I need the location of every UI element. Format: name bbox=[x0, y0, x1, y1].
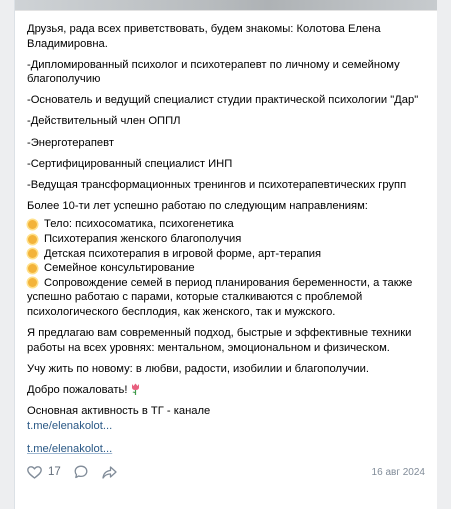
share-button[interactable] bbox=[102, 466, 117, 479]
post-photo-bottom[interactable] bbox=[15, 0, 437, 11]
post-date[interactable]: 16 авг 2024 bbox=[371, 466, 425, 478]
directions-heading: Более 10-ти лет успешно работаю по следующим направлениям: bbox=[27, 199, 368, 212]
post-approach: Я предлагаю вам современный подход, быстрые и эффективные техники работы на всех уровнях: ментальном, эмоциональном и физическом. bbox=[27, 327, 412, 354]
attached-link[interactable] bbox=[27, 442, 423, 457]
tg-label: Основная активность в ТГ - канале bbox=[27, 404, 211, 417]
welcome-text: Добро пожаловать! bbox=[27, 383, 128, 396]
sun-emoji-icon bbox=[28, 235, 37, 244]
sun-emoji-icon bbox=[28, 278, 37, 287]
direction-item bbox=[27, 217, 423, 232]
direction-text: Детская психотерапия в игровой форме, арт-терапия bbox=[44, 247, 322, 260]
credential-item: -Энерготерапевт bbox=[27, 136, 114, 149]
comment-icon[interactable] bbox=[74, 465, 88, 479]
like-button[interactable] bbox=[27, 466, 61, 479]
comment-button[interactable] bbox=[74, 465, 88, 479]
credential-item: -Сертифицированный специалист ИНП bbox=[27, 157, 233, 170]
direction-text: Сопровождение семей в период планирования беременности, а также успешно работаю с парами, которые сталкиваются с проблемой психологического бесплодия, как женского, так и мужского. bbox=[27, 276, 413, 318]
sun-emoji-icon bbox=[28, 249, 37, 258]
sun-emoji-icon bbox=[28, 220, 37, 229]
post-welcome bbox=[27, 383, 423, 398]
post-actions bbox=[27, 462, 425, 482]
direction-text: Тело: психосоматика, психогенетика bbox=[44, 218, 234, 231]
heart-icon[interactable] bbox=[27, 466, 42, 479]
direction-text: Семейное консультирование bbox=[44, 262, 195, 275]
credential-item: -Действительный член ОППЛ bbox=[27, 115, 181, 128]
tg-paragraph bbox=[27, 404, 423, 433]
attached-link-text[interactable]: t.me/elenakolot... bbox=[27, 443, 113, 456]
credential-item: -Основатель и ведущий специалист студии практической психологии "Дар" bbox=[27, 94, 419, 107]
post-motto: Учу жить по новому: в любви, радости, изобилии и благополучии. bbox=[27, 362, 369, 375]
direction-item bbox=[27, 276, 423, 320]
direction-item bbox=[27, 261, 423, 276]
credential-item: -Дипломированный психолог и психотерапевт по личному и семейному благополучию bbox=[27, 58, 400, 86]
right-column-edge bbox=[437, 0, 451, 509]
direction-text: Психотерапия женского благополучия bbox=[44, 233, 242, 246]
credential-item: -Ведущая трансформационных тренингов и психотерапевтических групп bbox=[27, 178, 407, 191]
like-count: 17 bbox=[48, 466, 61, 478]
sun-emoji-icon bbox=[28, 264, 37, 273]
tulip-emoji-icon bbox=[131, 383, 140, 395]
directions-list bbox=[27, 217, 423, 319]
direction-item bbox=[27, 232, 423, 247]
post-intro: Друзья, рада всех приветствовать, будем знакомы: Колотова Елена Владимировна. bbox=[27, 23, 381, 50]
post-card bbox=[14, 0, 438, 509]
share-icon[interactable] bbox=[102, 466, 117, 479]
tg-inline-link[interactable]: t.me/elenakolot... bbox=[27, 419, 113, 432]
post-text bbox=[27, 22, 423, 457]
direction-item bbox=[27, 247, 423, 262]
